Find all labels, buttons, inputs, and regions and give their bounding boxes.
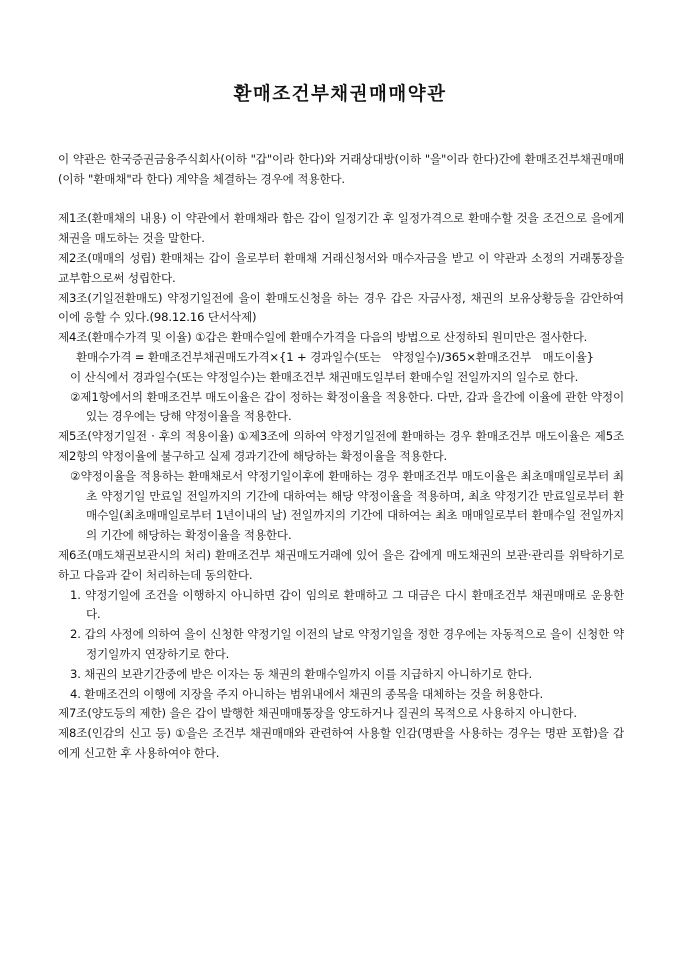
article-4: 제4조(환매수가격 및 이율) ①갑은 환매수일에 환매수가격을 다음의 방법으로 산정하되 원미만은 절사한다. xyxy=(58,330,588,345)
paragraph-spacer xyxy=(58,190,624,210)
article-4-formula: 환매수가격 = 환매조건부채권매도가격×{1 + 경과일수(또는 약정일수)/365×환매조건부 매도이율} xyxy=(76,349,594,364)
article-5-paragraph-2: ②약정이율을 적용하는 환매채로서 약정기일이후에 환매하는 경우 환매조건부 매도이율은 최초매매일로부터 최초 약정기일 만료일 전일까지의 기간에 대하여는 해당 약정이율을 적용하며, 최초 약정기간 만료일로부터 환매수일(최초매매일로부터 1년이내의 날) 전일까지의 기간에 대하여는 최초 매매일로부터 환매수일 전일까지의 기간에 해당하는 확정이율을 적용한다. xyxy=(70,468,624,543)
list-item: 4. 환매조건의 이행에 지장을 주지 아니하는 범위내에서 채권의 종목을 대체하는 것을 허용한다. xyxy=(70,686,544,701)
article-6: 제6조(매도채권보관시의 처리) 환매조건부 채권매도거래에 있어 을은 갑에게 매도채권의 보관·관리를 위탁하기로 하고 다음과 같이 처리하는데 동의한다. xyxy=(58,547,624,582)
intro-paragraph: 이 약관은 한국증권금융주식회사(이하 "갑"이라 한다)와 거래상대방(이하 "을"이라 한다)간에 환매조건부채권매매(이하 "환매채"라 한다) 계약을 체결하는 경우에 적용한다. xyxy=(58,152,624,186)
article-6-list xyxy=(58,586,624,705)
article-5: 제5조(약정기일전 · 후의 적용이율) ①제3조에 의하여 약정기일전에 환매하는 경우 환매조건부 매도이율은 제5조 제2항의 약정이율에 불구하고 실제 경과기간에 해당하는 확정이율을 적용한다. xyxy=(58,429,624,463)
list-item: 3. 채권의 보관기간중에 받은 이자는 동 채권의 환매수일까지 이를 지급하지 아니하기로 한다. xyxy=(70,666,533,681)
article-4-note: 이 산식에서 경과일수(또는 약정일수)는 환매조건부 채권매도일부터 환매수일 전일까지의 일수로 한다. xyxy=(70,369,579,384)
article-7: 제7조(양도등의 제한) 을은 갑이 발행한 채권매매통장을 양도하거나 질권의 목적으로 사용하지 아니한다. xyxy=(58,706,577,721)
document-body xyxy=(58,150,624,764)
article-3: 제3조(기일전환매도) 약정기일전에 을이 환매도신청을 하는 경우 갑은 자금사정, 채권의 보유상황등을 감안하여 이에 응할 수 있다.(98.12.16 단서삭제) xyxy=(58,290,624,325)
document-title: 환매조건부채권매매약관 xyxy=(233,84,447,105)
article-8: 제8조(인감의 신고 등) ①을은 조건부 채권매매와 관련하여 사용할 인감(명판을 사용하는 경우는 명판 포함)을 갑에게 신고한 후 사용하여야 한다. xyxy=(58,726,624,760)
article-4-paragraph-2: ②제1항에서의 환매조건부 매도이율은 갑이 정하는 확정이율을 적용한다. 다만, 갑과 을간에 이율에 관한 약정이 있는 경우에는 당해 약정이율을 적용한다. xyxy=(70,389,624,424)
article-2: 제2조(매매의 성립) 환매채는 갑이 을로부터 환매채 거래신청서와 매수자금을 받고 이 약관과 소정의 거래통장을 교부함으로써 성립한다. xyxy=(58,250,624,285)
list-item: 1. 약정기일에 조건을 이행하지 아니하면 갑이 임의로 환매하고 그 대금은 다시 환매조건부 채권매매로 운용한다. xyxy=(70,587,624,622)
list-item: 2. 갑의 사정에 의하여 을이 신청한 약정기일 이전의 날로 약정기일을 정한 경우에는 자동적으로 을이 신청한 약정기일까지 연장하기로 한다. xyxy=(70,627,624,661)
article-1: 제1조(환매채의 내용) 이 약관에서 환매채라 함은 갑이 일정기간 후 일정가격으로 환매수할 것을 조건으로 을에게 채권을 매도하는 것을 말한다. xyxy=(58,211,624,246)
